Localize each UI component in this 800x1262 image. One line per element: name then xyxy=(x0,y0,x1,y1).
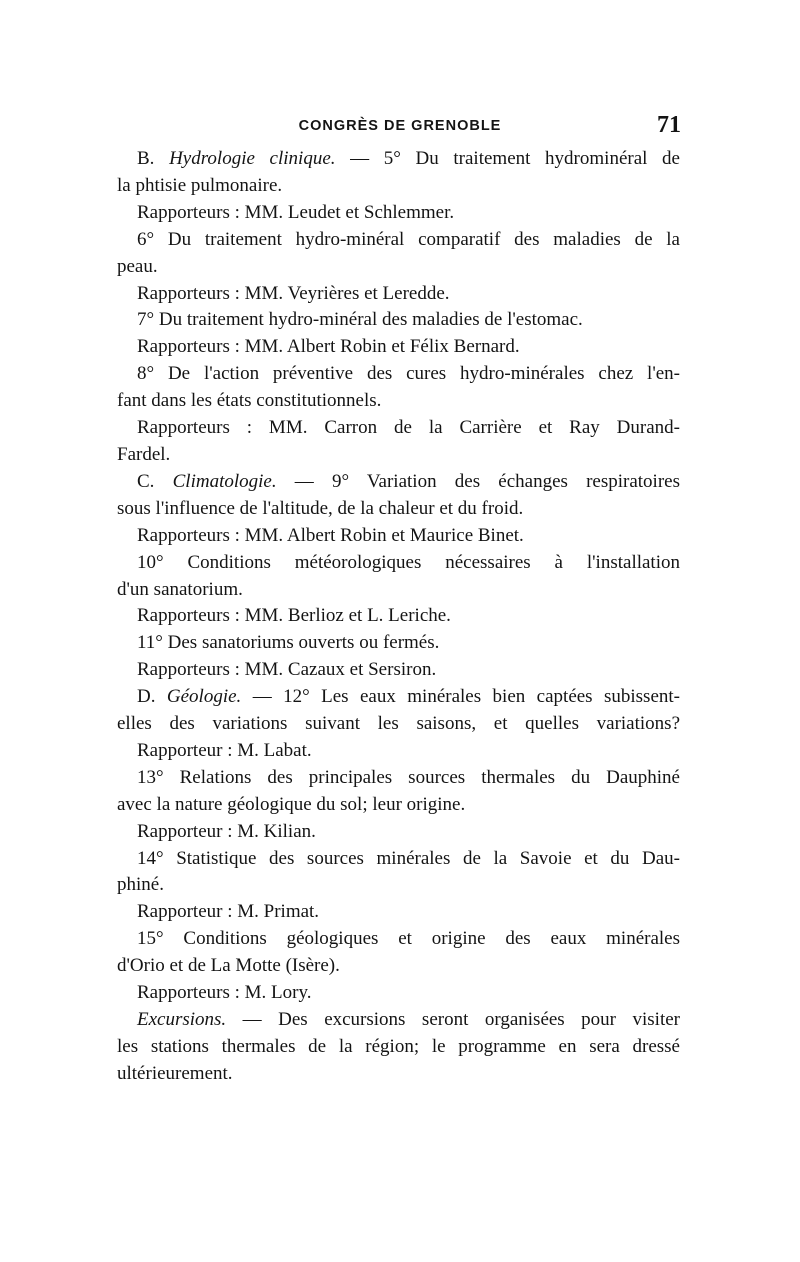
text-line: 11° Des sanatoriums ouverts ou fermés. xyxy=(137,632,440,654)
section-heading-line xyxy=(117,146,680,173)
text-line: sous l'influence de l'altitude, de la chaleur et du froid. xyxy=(117,497,524,519)
text-line: d'un sanatorium. xyxy=(117,578,243,600)
running-title: CONGRÈS DE GRENOBLE xyxy=(298,118,502,134)
text-line: 15° Conditions géologiques et origine des eaux minérales xyxy=(137,928,680,950)
rapporteurs-line: Rapporteurs : MM. Cazaux et Sersiron. xyxy=(137,659,437,681)
text-line: 7° Du traitement hydro-minéral des maladies de l'estomac. xyxy=(137,309,583,331)
section-letter: C. xyxy=(137,470,173,492)
rapporteurs-line: Rapporteur : M. Primat. xyxy=(137,901,320,923)
section-title: Hydrologie clinique. xyxy=(169,148,336,169)
text-line: 6° Du traitement hydro-minéral comparatif des maladies de la xyxy=(137,228,680,250)
text-line: peau. xyxy=(117,255,158,277)
text-line: elles des variations suivant les saisons, et quelles variations? xyxy=(117,713,680,735)
text-line: phiné. xyxy=(117,874,164,896)
rapporteurs-line: Rapporteurs : MM. Albert Robin et Félix Bernard. xyxy=(137,336,520,358)
rapporteurs-line: Rapporteur : M. Labat. xyxy=(137,739,312,761)
section-letter: B. xyxy=(137,148,170,169)
section-title: Excursions. xyxy=(137,1009,227,1030)
text-line: 14° Statistique des sources minérales de la Savoie et du Dau- xyxy=(137,847,680,869)
rapporteurs-line: Rapporteurs : MM. Albert Robin et Maurice Binet. xyxy=(137,524,524,546)
text-line: fant dans les états constitutionnels. xyxy=(117,390,382,412)
rapporteurs-line: Rapporteurs : M. Lory. xyxy=(137,982,312,1004)
rapporteurs-line: Rapporteurs : MM. Veyrières et Leredde. xyxy=(137,282,450,304)
rapporteurs-line: Rapporteurs : MM. Leudet et Schlemmer. xyxy=(137,201,455,223)
rapporteurs-line: Rapporteurs : MM. Berlioz et L. Leriche. xyxy=(137,605,451,627)
page-number: 71 xyxy=(657,112,681,138)
section-title: Climatologie. xyxy=(172,470,277,492)
text-line: avec la nature géologique du sol; leur origine. xyxy=(117,793,466,815)
text-line: Fardel. xyxy=(117,443,171,465)
text-run: — 12° Les eaux minérales bien captées subissent- xyxy=(241,686,680,708)
text-line: 10° Conditions météorologiques nécessaires à l'installation xyxy=(137,551,680,573)
text-line: les stations thermales de la région; le programme en sera dressé xyxy=(117,1035,680,1057)
section-letter: D. xyxy=(137,686,167,708)
section-title: Géologie. xyxy=(166,686,242,708)
rapporteurs-line: Rapporteur : M. Kilian. xyxy=(137,820,316,842)
text-run: — Des excursions seront organisées pour visiter xyxy=(226,1009,680,1030)
text-line: d'Orio et de La Motte (Isère). xyxy=(117,955,340,977)
running-head xyxy=(117,114,683,144)
section-heading-line xyxy=(117,1007,680,1034)
text-line: ultérieurement. xyxy=(117,1062,233,1084)
section-heading-line xyxy=(117,684,680,711)
text-run: — 5° Du traitement hydrominéral de xyxy=(335,148,680,169)
text-run: — 9° Variation des échanges respiratoires xyxy=(276,470,680,492)
page-body xyxy=(117,146,680,1088)
text-line: 8° De l'action préventive des cures hydro-minérales chez l'en- xyxy=(137,363,680,385)
text-line: 13° Relations des principales sources thermales du Dauphiné xyxy=(137,766,680,788)
rapporteurs-line: Rapporteurs : MM. Carron de la Carrière et Ray Durand- xyxy=(137,417,680,439)
text-line: la phtisie pulmonaire. xyxy=(117,174,283,196)
section-heading-line xyxy=(117,469,680,496)
